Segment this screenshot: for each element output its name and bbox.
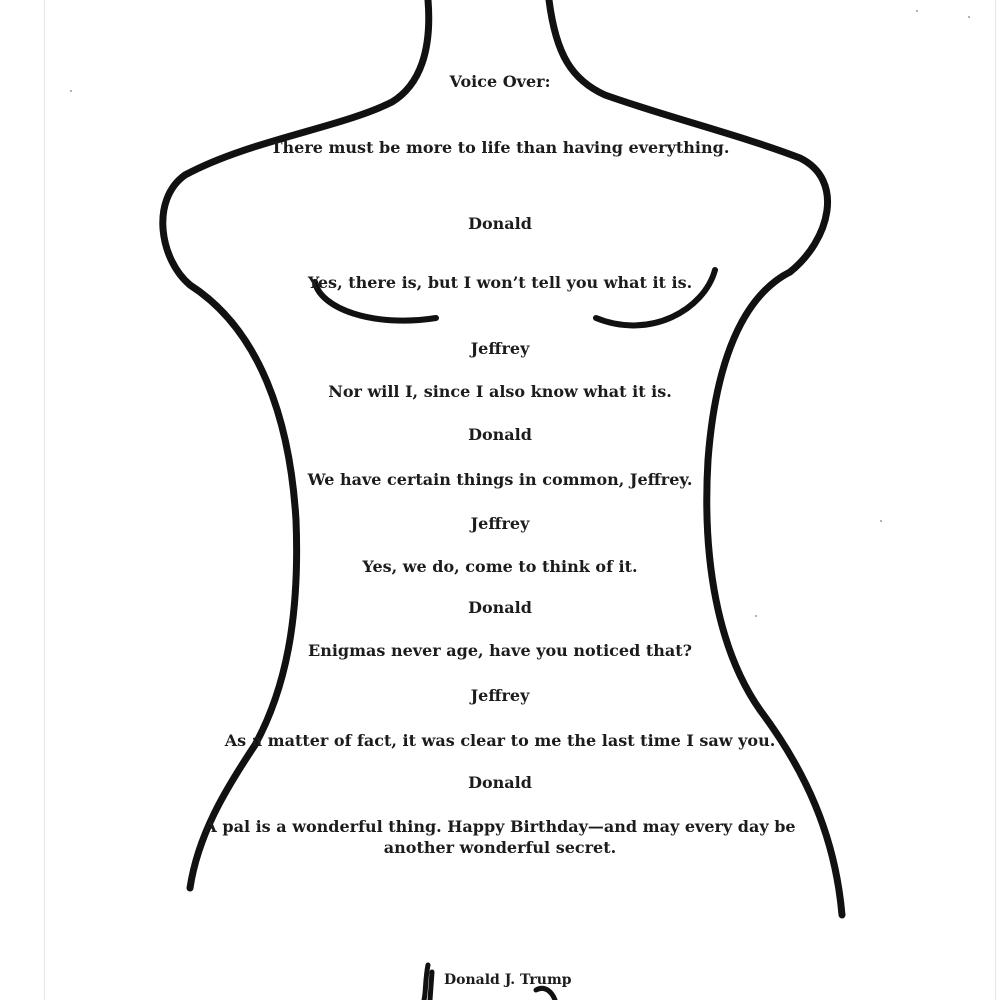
scan-speck (70, 90, 72, 92)
dialogue-line-8: A pal is a wonderful thing. Happy Birthday—and may every day be another wonderful secret. (204, 817, 796, 857)
signature-name: Donald J. Trump (444, 972, 572, 988)
dialogue-line-7: As a matter of fact, it was clear to me the last time I saw you. (224, 731, 776, 750)
dialogue-line-5: Yes, we do, come to think of it. (362, 557, 638, 576)
dialogue-line-4: We have certain things in common, Jeffrey. (307, 470, 693, 489)
speaker-jeffrey-3: Jeffrey (470, 686, 530, 705)
scan-speck (916, 10, 918, 12)
dialogue-line-1: There must be more to life than having everything. (270, 138, 730, 157)
scan-speck (755, 615, 757, 617)
dialogue-line-3: Nor will I, since I also know what it is. (328, 382, 672, 401)
voice-over-label: Voice Over: (449, 72, 551, 91)
speaker-donald-3: Donald (468, 598, 532, 617)
speaker-donald-4: Donald (468, 773, 532, 792)
dialogue-line-2: Yes, there is, but I won’t tell you what it is. (307, 273, 693, 292)
speaker-jeffrey-1: Jeffrey (470, 339, 530, 358)
scan-speck (968, 16, 970, 18)
speaker-jeffrey-2: Jeffrey (470, 514, 530, 533)
speaker-donald-1: Donald (468, 214, 532, 233)
dialogue-line-6: Enigmas never age, have you noticed that? (308, 641, 692, 660)
speaker-donald-2: Donald (468, 425, 532, 444)
scan-speck (880, 520, 882, 522)
